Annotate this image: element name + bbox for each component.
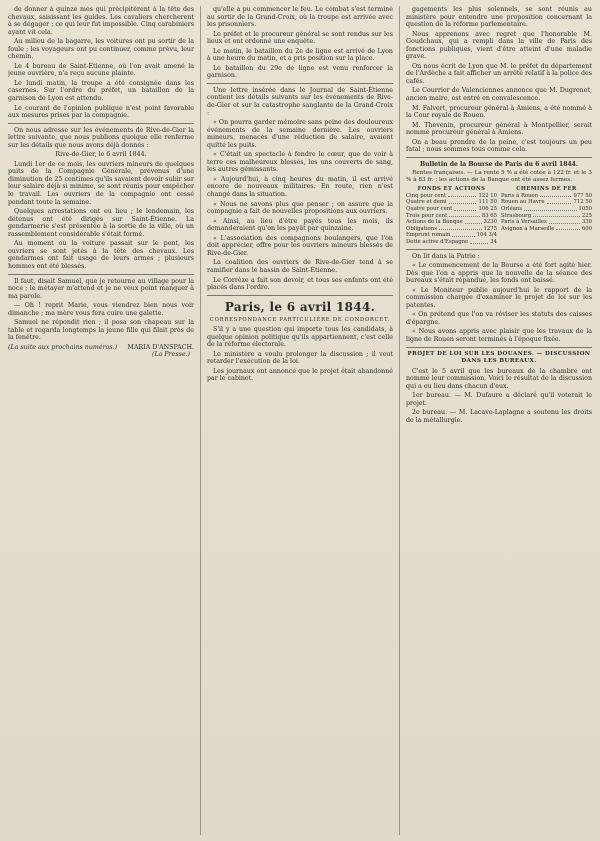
paragraph: « Ainsi, au lieu d'être payés tous les mois, ils demanderaient qu'on les payât par quinzaine. [207, 217, 393, 233]
bourse-label: Trois pour cent [406, 212, 448, 219]
bourse-label: Avignon à Marseille [501, 225, 555, 232]
paragraph: Nous apprenons avec regret que l'honorable M. Goudchaux, qui a rempli dans la ville de Paris des fonctions publiques, vient d'être atteint d'une maladie grave. [406, 30, 592, 61]
paragraph: Au moment où la voiture passait sur le pont, les ouvriers se sont jetés à la tête des chevaux. Les gendarmes ont fait usage de leurs armes ; plusieurs hommes ont été blessés. [8, 240, 194, 270]
paragraph: « C'était un spectacle à fendre le cœur, que de voir à terre ces malheureux blessés, les uns couverts de sang, les autres gémissants. [207, 151, 393, 174]
bourse-label: Orléans [501, 205, 522, 212]
bourse-label: Dette active d'Espagne [406, 238, 469, 245]
leader-dots [549, 219, 580, 224]
paragraph: S'il y a une question qui importe tous les candidats, à quelque opinion politique qu'ils appartiennent, c'est celle de la réforme électorale. [207, 326, 393, 349]
bourse-row [501, 226, 592, 233]
paragraph: « On pourra garder mémoire sans peine des douloureux événements de la semaine dernière. Les ouvriers mineurs, menacés d'une réduction de salaire, avaient quitté les puits. [207, 119, 393, 149]
column-3 [406, 6, 592, 835]
signature-line [8, 344, 194, 352]
paragraph: M. Thevenin, procureur général à Montpellier, serait nommé procureur général à Amiens. [406, 121, 592, 137]
leader-dots [524, 206, 577, 211]
bourse-row [501, 199, 592, 206]
paragraph: Les journaux ont annoncé que le projet était abandonné par le cabinet. [207, 367, 393, 383]
column-rule [200, 6, 201, 835]
bourse-label: Emprunt romain [406, 232, 451, 239]
bourse-row [406, 219, 497, 226]
bourse-value: 83 65 [481, 212, 497, 219]
leader-dots [452, 232, 474, 237]
section-dateline: Paris, le 6 avril 1844. [224, 299, 376, 314]
paragraph: On nous écrit de Lyon que M. le préfet du département de l'Ardèche a fait afficher un arrêté relatif à la police des cafés. [406, 62, 592, 85]
paragraph: Le ministère a voulu prolonger la discussion ; il veut retarder l'exécution de la loi. [207, 350, 393, 366]
leader-dots [449, 213, 480, 218]
paragraph: « Nous avons appris avec plaisir que les travaux de la ligne de Rouen seront terminés à l'époque fixée. [406, 328, 592, 344]
paragraph: Samuel ne répondit rien ; il posa son chapeau sur la table et regarda longtemps la jeune fille qui filait près de la fenêtre. [8, 319, 194, 342]
paragraph: Le matin, le bataillon du 2e de ligne est arrivé de Lyon à une heure du matin, et a pris position sur la place. [207, 47, 393, 63]
leader-dots [454, 206, 476, 211]
bourse-label: Quatre pour cent [406, 205, 453, 212]
bourse-row [406, 193, 497, 200]
paragraph: Le préfet et le procureur général se sont rendus sur les lieux et ont ordonné une enquête. [207, 30, 393, 46]
paragraph: Il faut, disait Samuel, que je retourne au village pour la noce ; le métayer m'attend et je ne veux point manquer à ma parole. [8, 277, 194, 300]
bourse-table [406, 186, 592, 245]
paragraph: Le Courrier de Valenciennes annonce que M. Dugrenet, ancien maire, est entré en convalescence. [406, 87, 592, 103]
paragraph: gagements les plus solennels, se sont réunis au ministère pour entendre une proposition concernant la question de la réforme parlementaire. [406, 6, 592, 29]
bourse-row [501, 219, 592, 226]
paragraph: « Aujourd'hui, à cinq heures du matin, il est arrivé encore de nouveaux militaires. En route, rien n'est changé dans la situation. [207, 175, 393, 199]
paragraph: « On prétend que l'on va réviser les statuts des caisses d'épargne. [406, 311, 592, 326]
bourse-value: 104 3/4 [476, 232, 497, 239]
paragraph: de donner à quinze mes qui précipitèrent à la tête des chevaux, saisissant les guides. Les cavaliers chercherent à se dégager ; ce qui leur fut impossible. Cinq carabiniers ayant vit cela. [8, 6, 194, 36]
paragraph: Le 4 bureau de Saint-Étienne, où l'on avait amené la jeune ouvrière, n'a reçu aucune plainte. [8, 62, 194, 78]
leader-dots [556, 226, 579, 231]
divider [8, 123, 194, 124]
bourse-label: Paris à Rouen [501, 192, 539, 199]
letter-dateline: Rive-de-Gier, le 6 avril 1844. [55, 151, 147, 159]
paragraph: Le bataillon du 29e de ligne est venu renforcer la garnison. [207, 64, 393, 80]
divider [207, 295, 393, 296]
paragraph: — Oh ! reprit Marie, vous viendrez bien nous voir dimanche ; ma mère vous fera cuire une galette. [8, 302, 194, 317]
bourse-value: 106 25 [478, 205, 497, 212]
paragraph: On lit dans la Patrie : [412, 252, 480, 260]
bourse-row [406, 206, 497, 213]
leader-dots [448, 193, 476, 198]
bourse-value: 1050 [578, 205, 592, 212]
leader-dots [540, 193, 571, 198]
paragraph: « Nous ne savons plus que penser ; on assure que la compagnie a fait de nouvelles propositions aux ouvriers. [207, 200, 393, 216]
bourse-right [501, 186, 592, 245]
paragraph: Quelques arrestations ont eu lieu ; le lendemain, les détenus ont été dirigés sur Saint-Étienne. La gendarmerie s'est présentée à la sortie de la ville, où un rassemblement considérable s'était formé. [8, 208, 194, 238]
bourse-row [406, 213, 497, 220]
column-1 [8, 6, 194, 835]
columns [8, 6, 592, 835]
bourse-label: Strasbourg [501, 212, 532, 219]
bourse-value: 3230 [483, 219, 497, 226]
bourse-label: Actions de la Banque [406, 219, 463, 226]
divider [406, 157, 592, 158]
paragraph: Lundi 1er de ce mois, les ouvriers mineurs de quelques puits de la Compagnie Générale, prévenus d'une diminution de 25 centimes qu'ils savaient devoir subir sur leur salaire déjà si minime, se sont réunis pour empêcher le travail. Les ouvriers de la compagnie ont cessé pendant toute la semaine. [8, 160, 194, 206]
paragraph: « Le Moniteur publie aujourd'hui le rapport de la commission chargée d'examiner le projet de loi sur les patentes. [406, 286, 592, 309]
bourse-title: Bulletin de la Bourse de Paris du 6 avril 1844. [419, 160, 579, 168]
bourse-value: 111 50 [478, 199, 497, 206]
bourse-value: 34 [490, 238, 497, 245]
bourse-label: Rouen au Havre [501, 199, 545, 206]
bourse-row [501, 206, 592, 213]
section-subhead: CORRESPONDANCE PARTICULIÈRE DE CONDORCET. [209, 316, 391, 323]
bourse-value: 712 50 [573, 199, 592, 206]
source-note: (La Presse.) [151, 351, 190, 359]
bourse-label: Paris à Versailles [501, 219, 547, 226]
paragraph: On nous adresse sur les événements de Rive-de-Gier la lettre suivante, que nous publions quoique elle renferme sur les détails que nous avons déjà donnés : [8, 126, 194, 149]
bourse-row [501, 193, 592, 200]
paragraph: Le lundi matin, la troupe a été consignée dans les casernes. Sur l'ordre du préfet, un bataillon de la garnison de Lyon est attendu. [8, 79, 194, 103]
leader-dots [533, 213, 580, 218]
leader-dots [465, 219, 482, 224]
bourse-left-head: FONDS ET ACTIONS [417, 186, 486, 193]
bourse-row [406, 239, 497, 246]
bourse-row [406, 232, 497, 239]
column-2 [207, 6, 393, 835]
divider [8, 274, 194, 275]
bourse-label: Obligations [406, 225, 437, 232]
divider [406, 249, 592, 250]
bourse-left [406, 186, 497, 245]
paragraph: C'est le 5 avril que les bureaux de la chambre ont nommé leur commission. Voici le résultat de la discussion qui a eu lieu dans chacun d'eux. [406, 367, 592, 390]
paragraph: M. Falvert, procureur général à Amiens, a été nommé à la Cour royale de Rouen. [406, 104, 592, 120]
divider [207, 83, 393, 84]
paragraph: La coalition des ouvriers de Rive-de-Gier tend à se ramifier dans le bassin de Saint-Étienne. [207, 259, 393, 274]
bourse-right-head: CHEMINS DE FER [516, 186, 577, 193]
bourse-row [406, 226, 497, 233]
footnote: (La suite aux prochains numéros.) [8, 343, 118, 351]
paragraph: Le Corrèze a fait son devoir, et tous ses enfants ont été placés dans l'ordre. [207, 276, 393, 292]
paragraph: « L'association des compagnons boulangers, que l'on doit apprécier, offre pour les ouvriers mineurs blessés de Rive-de-Gier. [207, 234, 393, 257]
paragraph: « Le commencement de la Bourse a été fort agité hier. Dès que l'on a appris que la nouvelle de la séance des bureaux s'était répandue, les fonds ont baissé. [406, 262, 592, 285]
paragraph: Une lettre insérée dans le Journal de Saint-Étienne contient les détails suivants sur les événements de Rive-de-Gier et sur la catastrophe sanglante de la Grand-Croix : [207, 86, 393, 117]
leader-dots [439, 226, 482, 231]
leader-dots [470, 239, 488, 244]
bourse-value: 977 50 [573, 192, 592, 199]
bourse-value: 330 [581, 219, 592, 226]
bourse-label: Cinq pour cent [406, 192, 447, 199]
section-caption: PROJET DE LOI SUR LES DOUANES. — DISCUSSION DANS LES BUREAUX. [407, 350, 591, 365]
author-signature: MARIA D'ANSPACH. [127, 343, 194, 351]
paragraph: Au milieu de la bagarre, les voitures ont pu sortir de la foule ; les voyageurs ont pu continuer, comme prévu, leur chemin. [8, 38, 194, 61]
paragraph: On a beau prendre de la peine, c'est toujours un peu fatal ; nous sommes tous comme cela. [406, 138, 592, 154]
bourse-row [406, 199, 497, 206]
column-rule [399, 6, 400, 835]
paragraph: 1er bureau. — M. Dufaure a déclaré qu'il voterait le projet. [406, 392, 592, 407]
paragraph: Le courant de l'opinion publique n'est point favorable aux mesures prises par la compagnie. [8, 104, 194, 120]
divider [406, 347, 592, 348]
bourse-intro: Rentes françaises. — La rente 5 % a été cotée à 122 fr. et le 3 % à 83 fr. ; les actions de la Banque ont été assez fermes. [406, 170, 592, 184]
bourse-value: 600 [581, 225, 592, 232]
bourse-value: 225 [581, 212, 592, 219]
leader-dots [547, 199, 572, 204]
bourse-label: Quatre et demi [406, 199, 447, 206]
paragraph: qu'elle a pu commencer le feu. Le combat s'est terminé au sortir de la Grand-Croix, où la troupe est arrivée avec les prisonniers. [207, 6, 393, 29]
bourse-value: 122 10 [478, 192, 497, 199]
paragraph: 2e bureau. — M. Lacave-Laplagne a soutenu les droits de la métallurgie. [406, 409, 592, 424]
leader-dots [449, 199, 477, 204]
bourse-value: 1275 [483, 225, 497, 232]
